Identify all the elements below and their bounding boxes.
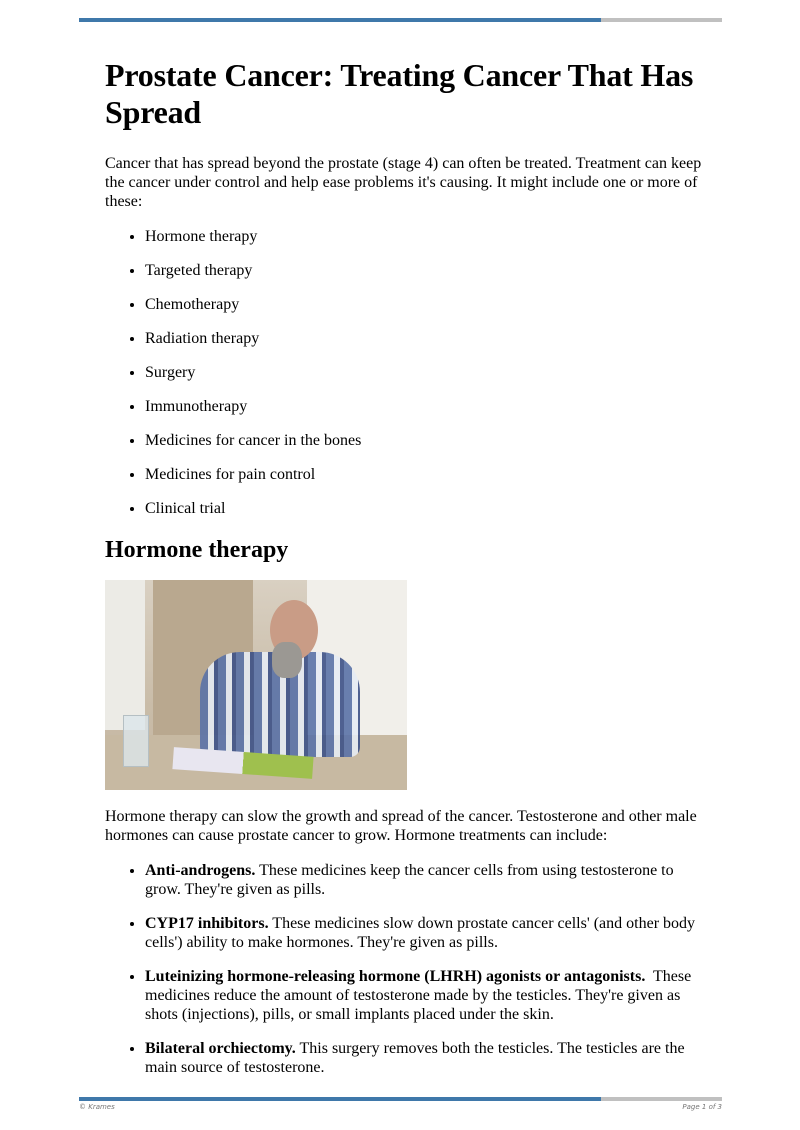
- list-item-term: CYP17 inhibitors.: [145, 915, 269, 932]
- treatment-list: [105, 227, 705, 518]
- intro-paragraph: Cancer that has spread beyond the prostate (stage 4) can often be treated. Treatment can keep the cancer under control and help ease problems it's causing. It might include one or more of these:: [105, 155, 702, 210]
- footer-page-number: Page 1 of 3: [682, 1103, 722, 1111]
- list-item: • Targeted therapy: [145, 261, 705, 280]
- footer-copyright: © Krames: [79, 1103, 115, 1111]
- list-item: [145, 861, 705, 899]
- list-item: [145, 1039, 705, 1077]
- photo-window: [105, 580, 145, 730]
- list-item-term: Bilateral orchiectomy.: [145, 1040, 296, 1057]
- list-item: • Hormone therapy: [145, 227, 705, 246]
- list-item-term: Anti-androgens.: [145, 862, 256, 879]
- header-rule-remainder: [601, 18, 722, 22]
- hormone-treatment-list: [105, 861, 705, 1077]
- list-item: • Clinical trial: [145, 499, 705, 518]
- list-item: • Medicines for cancer in the bones: [145, 431, 705, 450]
- document-body: [105, 57, 705, 1092]
- list-item: • Chemotherapy: [145, 295, 705, 314]
- list-item-text: These medicines reduce the amount of testosterone made by the testicles. They're given as shots (injections), pills, or small implants placed under the skin.: [145, 968, 696, 1023]
- list-item-text: These medicines slow down prostate cancer cells' (and other body cells') ability to make hormones. They're given as pills.: [145, 915, 696, 951]
- photo-man-beard: [272, 642, 302, 678]
- hormone-paragraph: Hormone therapy can slow the growth and spread of the cancer. Testosterone and other male hormones can cause prostate cancer to grow. Hormone treatments can include:: [105, 808, 697, 844]
- page-title: Prostate Cancer: Treating Cancer That Has Spread: [105, 57, 694, 130]
- header-rule: [79, 18, 722, 22]
- footer-rule: [79, 1097, 722, 1101]
- footer-rule-remainder: [601, 1097, 722, 1101]
- list-item: [145, 914, 705, 952]
- list-item: • Medicines for pain control: [145, 465, 705, 484]
- photo-water-glass: [123, 715, 149, 767]
- list-item: • Surgery: [145, 363, 705, 382]
- list-item-term: Luteinizing hormone-releasing hormone (LHRH) agonists or antagonists.: [145, 968, 646, 985]
- list-item: • Immunotherapy: [145, 397, 705, 416]
- footer-rule-accent: [79, 1097, 601, 1101]
- header-rule-accent: [79, 18, 601, 22]
- list-item-text: These medicines keep the cancer cells from using testosterone to grow. They're given as pills.: [145, 862, 674, 898]
- list-item-text: This surgery removes both the testicles. The testicles are the main source of testosterone.: [145, 1040, 685, 1076]
- list-item: • Radiation therapy: [145, 329, 705, 348]
- hormone-therapy-photo: [105, 580, 407, 790]
- list-item: [145, 967, 705, 1024]
- section-heading-hormone-therapy: Hormone therapy: [105, 537, 289, 563]
